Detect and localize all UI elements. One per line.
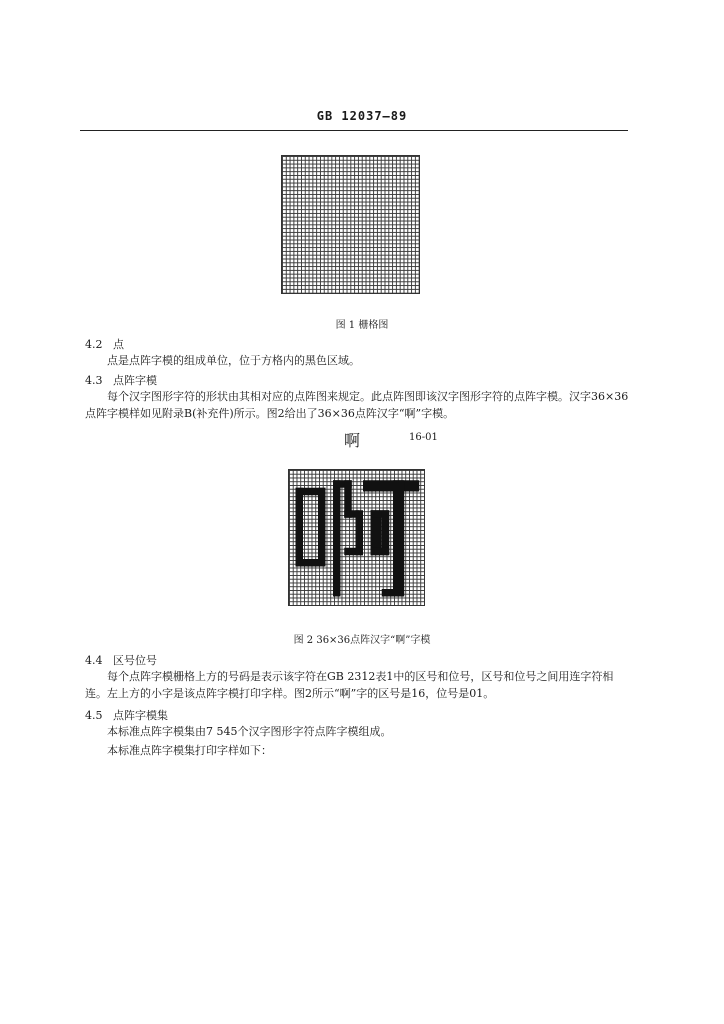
figure-1-caption: 图 1 栅格图 (335, 320, 389, 331)
glyph-print-sample: 啊 (344, 431, 361, 450)
section-title: 区号位号 (113, 654, 157, 667)
glyph-stroke (393, 480, 404, 589)
section-4-3-body: 每个汉字图形字符的形状由其相对应的点阵图来规定。此点阵图即该汉字图形字符的点阵字模。汉字36×36点阵字模样如见附录B(补充件)所示。图2给出了36×36点阵汉字“啊”字模。 (85, 390, 629, 420)
glyph-code: 16-01 (409, 432, 438, 443)
section-number: 4.3 (85, 374, 103, 387)
dot-matrix-glyph (288, 469, 423, 604)
section-title: 点阵字模 (113, 374, 157, 387)
glyph-stroke (371, 548, 390, 556)
glyph-stroke (363, 480, 419, 491)
glyph-stroke (382, 589, 405, 597)
page-header: GB 12037—89 (316, 109, 408, 123)
section-title: 点阵字模集 (113, 709, 168, 722)
glyph-stroke (333, 480, 341, 596)
section-number: 4.5 (85, 709, 103, 722)
section-number: 4.2 (85, 338, 103, 351)
glyph-stroke (318, 488, 326, 567)
section-4-5-body-1: 本标准点阵字模集由7 545个汉字图形字符点阵字模组成。 (107, 725, 392, 738)
glyph-stroke (344, 548, 363, 556)
glyph-cells (296, 480, 420, 596)
section-4-2-body: 点是点阵字模的组成单位，位于方格内的黑色区域。 (107, 354, 360, 367)
section-number: 4.4 (85, 654, 103, 667)
section-4-5-body-2: 本标准点阵字模集打印字样如下： (107, 744, 272, 757)
header-rule (80, 130, 628, 131)
figure-2-caption: 图 2 36×36点阵汉字“啊”字模 (293, 635, 431, 646)
section-4-4-body: 每个点阵字模栅格上方的号码是表示该字符在GB 2312表1中的区号和位号，区号和位号之间用连字符相连。左上方的小字是该点阵字模打印字样。图2所示“啊”字的区号是16，位号是01。 (85, 670, 614, 700)
section-4-2-heading (85, 336, 124, 352)
section-4-4-heading (85, 652, 157, 668)
section-title: 点 (113, 338, 124, 351)
glyph-stroke (296, 488, 304, 567)
section-4-5-heading (85, 707, 168, 723)
glyph-stroke (296, 559, 326, 567)
grid-figure (281, 155, 420, 294)
section-4-3-heading (85, 372, 157, 388)
